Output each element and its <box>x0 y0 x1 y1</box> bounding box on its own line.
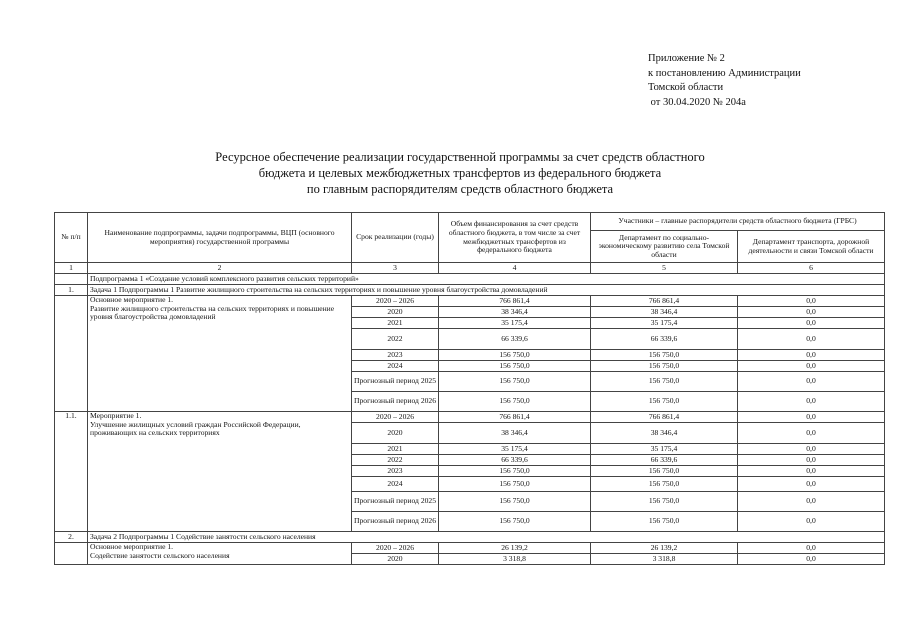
row-number <box>55 543 88 565</box>
col-number: 3 <box>352 263 439 274</box>
dept1-cell: 66 339,6 <box>591 329 738 350</box>
volume-cell: 3 318,8 <box>439 554 591 565</box>
dept2-cell: 0,0 <box>738 329 885 350</box>
table-row <box>55 296 885 307</box>
task-number: 1. <box>55 285 88 296</box>
dept2-cell: 0,0 <box>738 477 885 492</box>
period-cell: 2021 <box>352 318 439 329</box>
dept2-cell: 0,0 <box>738 444 885 455</box>
dept1-cell: 766 861,4 <box>591 296 738 307</box>
period-cell: Прогнозный период 2026 <box>352 392 439 412</box>
activity-desc: Содействие занятости сельского населения <box>90 550 230 560</box>
dept2-cell: 0,0 <box>738 554 885 565</box>
header-dept2: Департамент транспорта, дорожной деятельности и связи Томской области <box>738 231 885 263</box>
volume-cell: 35 175,4 <box>439 444 591 455</box>
dept2-cell: 0,0 <box>738 307 885 318</box>
row-number <box>55 296 88 412</box>
period-cell: Прогнозный период 2025 <box>352 492 439 512</box>
volume-cell: 156 750,0 <box>439 392 591 412</box>
volume-cell: 38 346,4 <box>439 423 591 444</box>
activity-title: Основное мероприятие 1. <box>90 295 174 304</box>
dept2-cell: 0,0 <box>738 455 885 466</box>
dept2-cell: 0,0 <box>738 412 885 423</box>
column-number-row <box>55 263 885 274</box>
col-number: 1 <box>55 263 88 274</box>
volume-cell: 66 339,6 <box>439 455 591 466</box>
period-cell: 2020 <box>352 554 439 565</box>
col-number: 6 <box>738 263 885 274</box>
period-cell: Прогнозный период 2026 <box>352 512 439 532</box>
volume-cell: 156 750,0 <box>439 372 591 392</box>
table-row <box>55 412 885 423</box>
dept1-cell: 156 750,0 <box>591 392 738 412</box>
header-period: Срок реализации (годы) <box>352 213 439 263</box>
volume-cell: 156 750,0 <box>439 361 591 372</box>
period-cell: 2020 – 2026 <box>352 296 439 307</box>
dept1-cell: 38 346,4 <box>591 307 738 318</box>
volume-cell: 156 750,0 <box>439 492 591 512</box>
period-cell: 2022 <box>352 329 439 350</box>
volume-cell: 26 139,2 <box>439 543 591 554</box>
title-line: бюджета и целевых межбюджетных трансфертов из федерального бюджета <box>258 166 662 180</box>
appendix-line: Томской области <box>648 82 724 93</box>
task-title: Задача 2 Подпрограммы 1 Содействие занятости сельского населения <box>88 532 885 543</box>
appendix-line: от 30.04.2020 № 204а <box>648 96 746 108</box>
dept1-cell: 156 750,0 <box>591 361 738 372</box>
dept1-cell: 156 750,0 <box>591 466 738 477</box>
header-num: № п/п <box>55 213 88 263</box>
volume-cell: 766 861,4 <box>439 296 591 307</box>
activity-title: Мероприятие 1. <box>90 411 142 420</box>
dept1-cell: 66 339,6 <box>591 455 738 466</box>
header-name: Наименование подпрограммы, задачи подпрограммы, ВЦП (основного мероприятия) государственной программы <box>88 213 352 263</box>
dept2-cell: 0,0 <box>738 318 885 329</box>
volume-cell: 38 346,4 <box>439 307 591 318</box>
task-title: Задача 1 Подпрограммы 1 Развитие жилищного строительства на сельских территориях и повышение уровня благоустройства домовладений <box>88 285 885 296</box>
dept2-cell: 0,0 <box>738 466 885 477</box>
dept1-cell: 156 750,0 <box>591 477 738 492</box>
subprogram-title: Подпрограмма 1 «Создание условий комплексного развития сельских территорий» <box>88 274 885 285</box>
period-cell: Прогнозный период 2025 <box>352 372 439 392</box>
period-cell: 2024 <box>352 361 439 372</box>
task-row <box>55 532 885 543</box>
period-cell: 2021 <box>352 444 439 455</box>
col-number: 4 <box>439 263 591 274</box>
period-cell: 2020 <box>352 307 439 318</box>
dept2-cell: 0,0 <box>738 512 885 532</box>
volume-cell: 156 750,0 <box>439 512 591 532</box>
dept2-cell: 0,0 <box>738 492 885 512</box>
period-cell: 2020 <box>352 423 439 444</box>
volume-cell: 156 750,0 <box>439 477 591 492</box>
volume-cell: 66 339,6 <box>439 329 591 350</box>
activity-name <box>88 412 352 532</box>
dept2-cell: 0,0 <box>738 296 885 307</box>
title-line: Ресурсное обеспечение реализации государственной программы за счет средств областного <box>215 150 705 164</box>
dept2-cell: 0,0 <box>738 350 885 361</box>
activity-desc: Развитие жилищного строительства на сельских территориях и повышение уровня благоустройства домовладений <box>90 303 335 322</box>
col-number: 5 <box>591 263 738 274</box>
row-number: 1.1. <box>55 412 88 532</box>
period-cell: 2020 – 2026 <box>352 543 439 554</box>
dept2-cell: 0,0 <box>738 423 885 444</box>
table-row <box>55 543 885 554</box>
dept1-cell: 156 750,0 <box>591 492 738 512</box>
appendix-block <box>648 52 801 110</box>
appendix-line: к постановлению Администрации <box>648 67 801 79</box>
col-number: 2 <box>88 263 352 274</box>
period-cell: 2022 <box>352 455 439 466</box>
volume-cell: 156 750,0 <box>439 350 591 361</box>
dept1-cell: 156 750,0 <box>591 372 738 392</box>
header-dept1: Департамент по социально-экономическому развитию села Томской области <box>591 231 738 263</box>
volume-cell: 35 175,4 <box>439 318 591 329</box>
task-row <box>55 285 885 296</box>
period-cell: 2023 <box>352 466 439 477</box>
activity-name <box>88 296 352 412</box>
subprogram-row <box>55 274 885 285</box>
dept1-cell: 26 139,2 <box>591 543 738 554</box>
dept1-cell: 38 346,4 <box>591 423 738 444</box>
activity-name <box>88 543 352 565</box>
appendix-line: Приложение № 2 <box>648 53 725 64</box>
header-participants: Участники – главные распорядители средств областного бюджета (ГРБС) <box>591 213 885 231</box>
resource-table <box>54 212 885 565</box>
dept2-cell: 0,0 <box>738 361 885 372</box>
period-cell: 2023 <box>352 350 439 361</box>
title-line: по главным распорядителям средств областного бюджета <box>306 182 614 196</box>
activity-desc: Улучшение жилищных условий граждан Российской Федерации, проживающих на сельских территориях <box>90 419 301 438</box>
dept1-cell: 3 318,8 <box>591 554 738 565</box>
period-cell: 2020 – 2026 <box>352 412 439 423</box>
dept2-cell: 0,0 <box>738 392 885 412</box>
activity-title: Основное мероприятие 1. <box>90 542 174 551</box>
header-volume: Объем финансирования за счет средств областного бюджета, в том числе за счет межбюджетных трансфертов из федерального бюджета <box>439 213 591 263</box>
dept1-cell: 156 750,0 <box>591 350 738 361</box>
dept1-cell: 766 861,4 <box>591 412 738 423</box>
dept2-cell: 0,0 <box>738 543 885 554</box>
document-title <box>140 149 780 197</box>
dept2-cell: 0,0 <box>738 372 885 392</box>
period-cell: 2024 <box>352 477 439 492</box>
volume-cell: 766 861,4 <box>439 412 591 423</box>
dept1-cell: 35 175,4 <box>591 318 738 329</box>
dept1-cell: 35 175,4 <box>591 444 738 455</box>
dept1-cell: 156 750,0 <box>591 512 738 532</box>
volume-cell: 156 750,0 <box>439 466 591 477</box>
task-number: 2. <box>55 532 88 543</box>
